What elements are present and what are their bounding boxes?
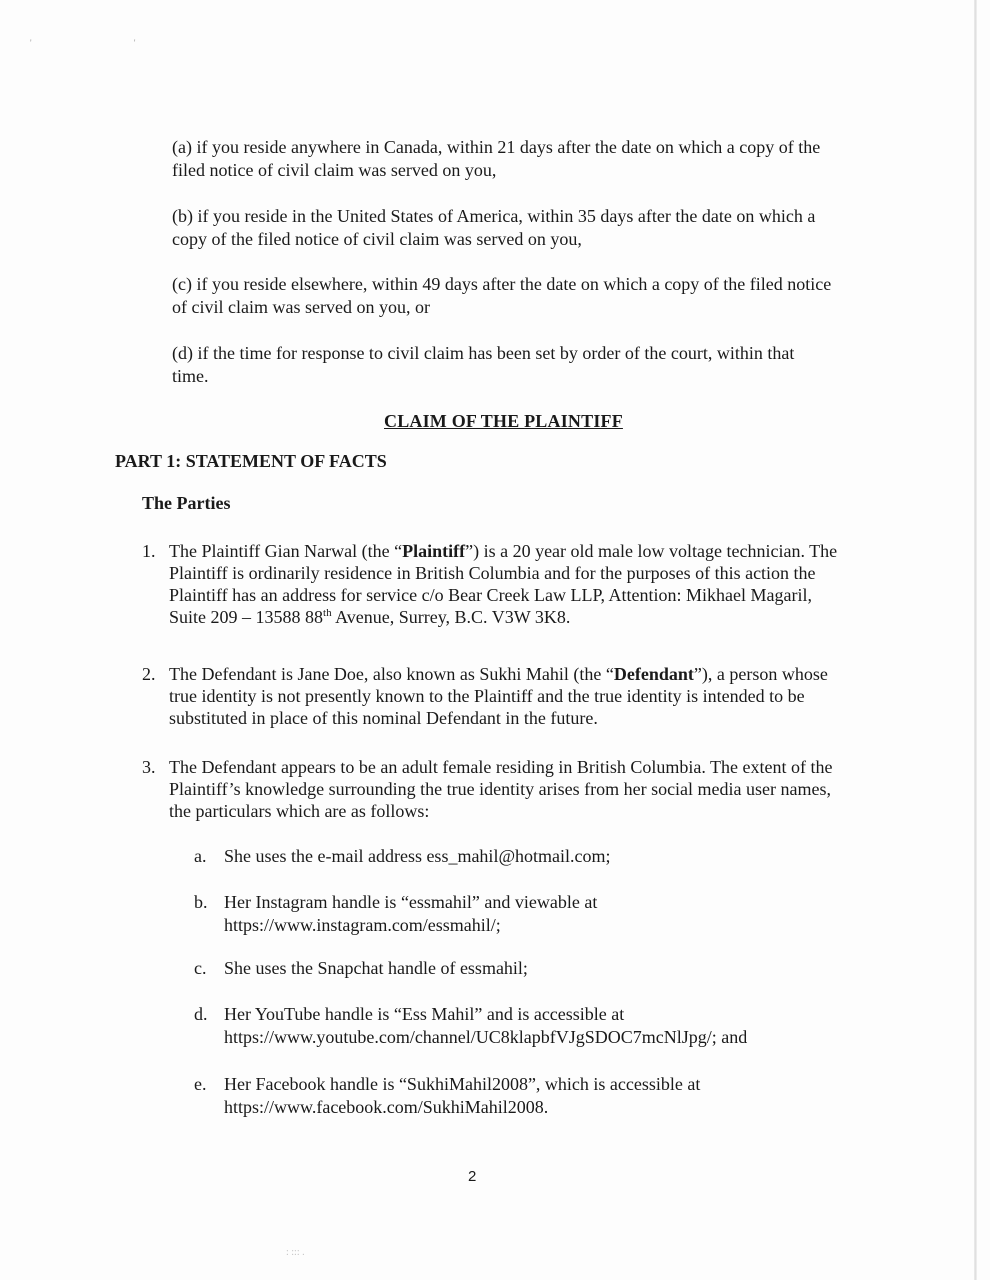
fact-text: ”) is a 20 year old male low voltage technician. The Plaintiff is ordinarily residence in British Columbia and for the purposes of this action the Plaintiff has an address for service c/o Bear Creek Law LLP, Attention: Mikhael Magaril, Suite 209 – 13588 88 [169,541,838,627]
fact-defined-term: Plaintiff [402,541,466,561]
response-time-elsewhere: (c) if you reside elsewhere, within 49 days after the date on which a copy of the filed notice of civil claim was served on you, or [172,274,832,317]
fact-number: 2. [142,664,156,684]
particular-item [194,1073,834,1119]
fact-text: The Defendant is Jane Doe, also known as Sukhi Mahil (the “ [169,664,614,684]
fact-number: 1. [142,541,156,561]
response-time-court-order: (d) if the time for response to civil claim has been set by order of the court, within that time. [172,343,795,386]
fact-number: 3. [142,757,156,777]
particular-letter: c. [194,958,207,978]
scan-artifact-marks: : ::: . [286,1247,305,1258]
particular-letter: e. [194,1074,207,1094]
particular-text: Her YouTube handle is “Ess Mahil” and is accessible at https://www.youtube.com/channel/UC8klapbfVJgSDOC7mcNlJpg/; and [224,1004,748,1047]
fact-body [169,663,842,729]
part-heading: PART 1: STATEMENT OF FACTS [115,451,387,471]
fact-item [142,540,842,628]
fact-item [142,756,842,822]
response-time-canada: (a) if you reside anywhere in Canada, within 21 days after the date on which a copy of the filed notice of civil claim was served on you, [172,137,821,180]
particular-letter: a. [194,846,207,866]
fact-text: Avenue, Surrey, B.C. V3W 3K8. [331,607,571,627]
page-number: 2 [468,1168,477,1185]
fact-body [169,540,842,628]
ordinal-suffix: th [323,607,332,619]
particular-text: She uses the e-mail address ess_mahil@hotmail.com; [224,846,611,866]
particular-letter: d. [194,1004,208,1024]
section-heading: The Parties [142,493,231,513]
particular-item [194,957,834,980]
claim-heading: CLAIM OF THE PLAINTIFF [384,411,623,431]
fact-body: The Defendant appears to be an adult female residing in British Columbia. The extent of the Plaintiff’s knowledge surrounding the true identity arises from her social media user names, the particulars which are as follows: [169,757,833,821]
particular-item [194,891,834,937]
fact-text: ”), a person whose true identity is not presently known to the Plaintiff and the true identity is intended to be substituted in place of this nominal Defendant in the future. [169,664,828,728]
scan-edge-shadow [974,0,977,1280]
particular-item [194,845,834,868]
particular-text: She uses the Snapchat handle of essmahil; [224,958,528,978]
response-time-usa: (b) if you reside in the United States of America, within 35 days after the date on which a copy of the filed notice of civil claim was served on you, [172,206,816,249]
particular-text: Her Instagram handle is “essmahil” and viewable at https://www.instagram.com/essmahil/; [224,892,598,935]
fact-text: The Plaintiff Gian Narwal (the “ [169,541,403,561]
fact-item [142,663,842,729]
particular-letter: b. [194,892,208,912]
particular-text: Her Facebook handle is “SukhiMahil2008”, which is accessible at https://www.facebook.com/SukhiMahil2008. [224,1074,701,1117]
scan-artifact-marks: ' ' [30,38,186,48]
fact-defined-term: Defendant [613,664,694,684]
particular-item [194,1003,834,1049]
